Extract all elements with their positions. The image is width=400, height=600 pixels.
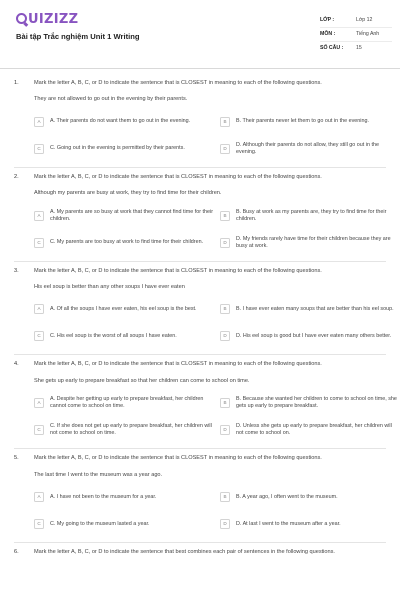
option-letter-box[interactable]: C	[34, 425, 44, 435]
meta-row-grade	[320, 14, 392, 28]
option-text: B. Busy at work as my parents are, they try to find time for their children.	[236, 208, 387, 222]
question-number: 1.	[14, 80, 19, 86]
meta-row-count	[320, 42, 392, 56]
question-number: 6.	[14, 549, 19, 556]
question-number: 4.	[14, 361, 19, 368]
answer-options	[34, 393, 397, 440]
option-letter-box[interactable]: A	[34, 304, 44, 314]
option-text: A. Their parents do not want them to go out in the evening.	[50, 118, 191, 125]
option-letter-box[interactable]: A	[34, 492, 44, 502]
quizizz-logo	[16, 12, 78, 27]
answer-option[interactable]	[220, 393, 400, 413]
question-instruction: Mark the letter A, B, C, or D to indicate the sentence that is CLOSEST in meaning to each of the following questions.	[34, 80, 322, 86]
answer-option[interactable]	[34, 112, 214, 132]
answer-option[interactable]	[34, 487, 214, 507]
answer-options	[34, 487, 386, 534]
question-instruction: Mark the letter A, B, C, or D to indicate the sentence that best combines each pair of sentences in the following questions.	[34, 549, 335, 556]
question-instruction: Mark the letter A, B, C, or D to indicate the sentence that is CLOSEST in meaning to each of the following questions.	[34, 173, 322, 180]
option-letter-box[interactable]: D	[220, 425, 230, 435]
option-text: A. I have not been to the museum for a year.	[50, 493, 157, 500]
meta-value: 15	[356, 45, 362, 51]
logo-q-icon	[16, 13, 27, 24]
option-letter-box[interactable]: B	[220, 211, 230, 221]
option-text: D. Unless she gets up early to prepare breakfast, her children will not come to school on.	[236, 423, 392, 437]
option-text: B. Because she wanted her children to come to school on time, she gets up early to prepare breakfast.	[236, 396, 397, 410]
worksheet-header	[0, 0, 400, 68]
option-text: D. His eel soup is good but I have ever eaten many others better.	[236, 332, 392, 339]
answer-option[interactable]	[220, 487, 400, 507]
answer-option[interactable]	[34, 393, 214, 413]
answer-option[interactable]	[34, 326, 214, 346]
question-item	[0, 262, 400, 356]
question-stem: Although my parents are busy at work, they try to find time for their children.	[34, 190, 222, 197]
answer-option[interactable]	[220, 326, 400, 346]
question-number: 2.	[14, 173, 19, 180]
option-letter-box[interactable]: D	[220, 331, 230, 341]
option-letter-box[interactable]: D	[220, 519, 230, 529]
answer-option[interactable]	[220, 420, 400, 440]
option-text: C. His eel soup is the worst of all soups I have eaten.	[50, 332, 177, 339]
option-letter-box[interactable]: C	[34, 331, 44, 341]
question-list	[0, 74, 400, 556]
meta-value: Tiếng Anh	[356, 31, 380, 37]
meta-row-subject	[320, 28, 392, 42]
option-text: C. If she does not get up early to prepare breakfast, her children will not come to school on time.	[50, 423, 212, 437]
option-letter-box[interactable]: C	[34, 238, 44, 248]
answer-options	[34, 206, 391, 253]
answer-option[interactable]	[220, 112, 400, 132]
question-instruction: Mark the letter A, B, C, or D to indicate the sentence that is CLOSEST in meaning to each of the following questions.	[34, 455, 322, 462]
option-text: B. I have ever eaten many soups that are better than his eel soup.	[236, 305, 394, 312]
question-number: 5.	[14, 455, 19, 462]
question-stem: They are not allowed to go out in the evening by their parents.	[34, 96, 188, 103]
answer-option[interactable]	[220, 233, 400, 253]
option-letter-box[interactable]: D	[220, 144, 230, 154]
meta-key: MÔN :	[320, 31, 336, 37]
option-text: A. Despite her getting up early to prepare breakfast, her children cannot come to school on time.	[50, 396, 204, 410]
option-text: C. My going to the museum lasted a year.	[50, 520, 150, 527]
option-letter-box[interactable]: B	[220, 117, 230, 127]
answer-option[interactable]	[220, 514, 400, 534]
question-item	[0, 168, 400, 262]
answer-options	[34, 112, 386, 159]
worksheet-title: Bài tập Trắc nghiệm Unit 1 Writing	[16, 32, 140, 41]
option-letter-box[interactable]: C	[34, 519, 44, 529]
option-text: D. My friends rarely have time for their children because they are busy at work.	[236, 235, 391, 249]
question-item	[0, 355, 400, 449]
answer-option[interactable]	[220, 206, 400, 226]
option-text: D. At last I went to the museum after a year.	[236, 520, 341, 527]
answer-option[interactable]	[34, 514, 214, 534]
question-instruction: Mark the letter A, B, C, or D to indicate the sentence that is CLOSEST in meaning to each of the following questions.	[34, 361, 322, 368]
question-item	[0, 543, 400, 556]
answer-options	[34, 299, 394, 346]
meta-key: SỐ CÂU :	[320, 45, 344, 51]
option-text: B. A year ago, I often went to the museum.	[236, 493, 338, 500]
option-letter-box[interactable]: A	[34, 398, 44, 408]
question-item	[0, 449, 400, 543]
option-text: B. Their parents never let them to go out in the evening.	[236, 118, 369, 125]
option-text: A. My parents are so busy at work that they cannot find time for their children.	[50, 208, 213, 222]
option-text: A. Of all the soups I have ever eaten, his eel soup is the best.	[50, 305, 197, 312]
option-text: C. My parents are too busy at work to find time for their children.	[50, 239, 204, 246]
answer-option[interactable]	[220, 139, 400, 159]
option-letter-box[interactable]: D	[220, 238, 230, 248]
logo-text: UIZIZZ	[28, 12, 79, 27]
header-divider	[0, 68, 400, 69]
answer-option[interactable]	[220, 299, 400, 319]
option-letter-box[interactable]: B	[220, 304, 230, 314]
question-stem: His eel soup is better than any other soups I have ever eaten	[34, 284, 185, 291]
question-stem: The last time I went to the museum was a year ago.	[34, 471, 163, 478]
answer-option[interactable]	[34, 420, 214, 440]
option-letter-box[interactable]: A	[34, 117, 44, 127]
worksheet-meta	[320, 14, 392, 56]
answer-option[interactable]	[34, 139, 214, 159]
answer-option[interactable]	[34, 206, 214, 226]
question-item	[0, 74, 400, 168]
question-instruction: Mark the letter A, B, C, or D to indicate the sentence that is CLOSEST in meaning to each of the following questions.	[34, 267, 322, 274]
option-letter-box[interactable]: B	[220, 492, 230, 502]
question-stem: She gets up early to prepare breakfast so that her children can come to school on time.	[34, 377, 250, 384]
meta-value: Lớp 12	[356, 17, 373, 23]
question-number: 3.	[14, 267, 19, 274]
answer-option[interactable]	[34, 299, 214, 319]
answer-option[interactable]	[34, 233, 214, 253]
option-letter-box[interactable]: B	[220, 398, 230, 408]
option-letter-box[interactable]: A	[34, 211, 44, 221]
meta-key: LỚP :	[320, 17, 335, 23]
option-text: D. Although their parents do not allow, they still go out in the evening.	[236, 141, 379, 155]
option-text: C. Going out in the evening is permitted by their parents.	[50, 145, 185, 152]
option-letter-box[interactable]: C	[34, 144, 44, 154]
